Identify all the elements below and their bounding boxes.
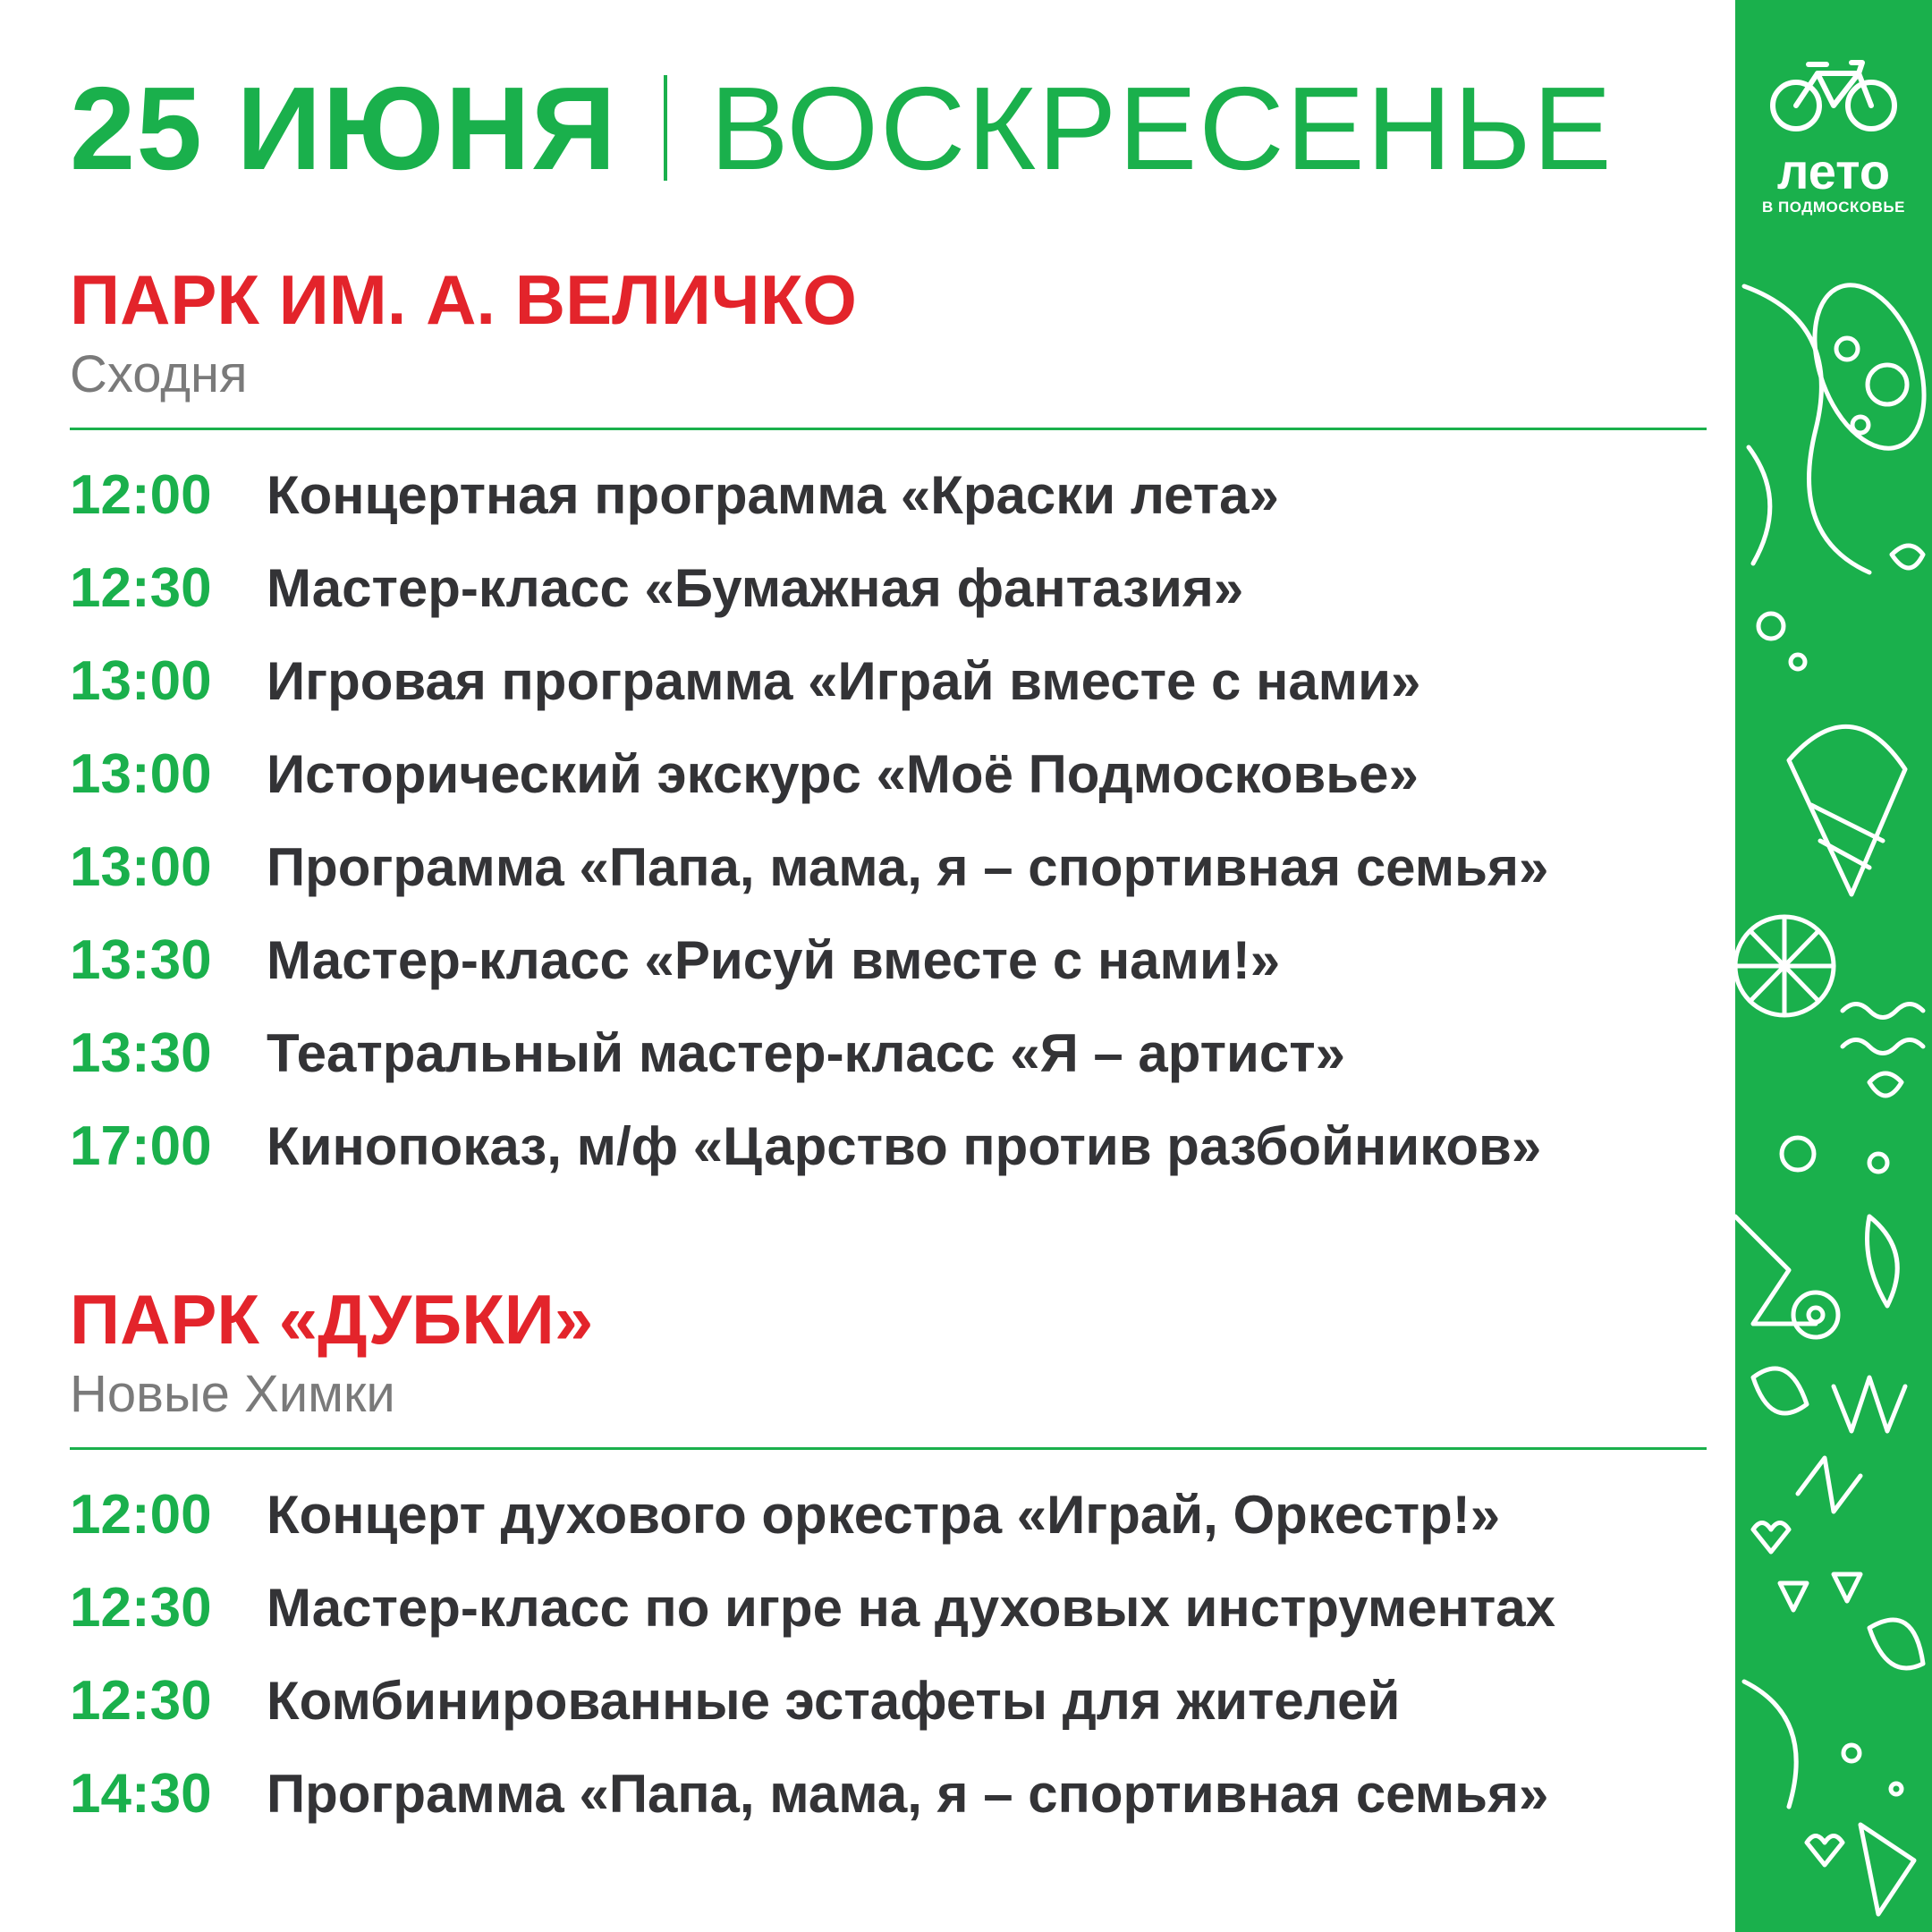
header-date: 25 ИЮНЯ: [70, 62, 617, 194]
event-row: [70, 1006, 1707, 1099]
park-section-velichko: [70, 259, 1707, 1192]
event-title: Мастер-класс «Рисуй вместе с нами!»: [267, 929, 1281, 990]
event-time: 12:30: [70, 556, 212, 619]
event-row: [70, 1747, 1707, 1840]
brand-logo: [1735, 54, 1932, 217]
section-divider: [70, 1447, 1707, 1450]
event-row: [70, 820, 1707, 913]
event-title: Мастер-класс по игре на духовых инструментах: [267, 1577, 1555, 1638]
header-weekday: ВОСКРЕСЕНЬЕ: [709, 62, 1614, 194]
event-row: [70, 1561, 1707, 1654]
event-row: [70, 1099, 1707, 1192]
event-time: 13:30: [70, 1021, 212, 1084]
park-district: Сходня: [70, 345, 248, 403]
logo-word: лето: [1776, 143, 1891, 199]
event-title: Концерт духового оркестра «Играй, Оркестр!»: [267, 1484, 1501, 1545]
event-time: 13:00: [70, 649, 212, 712]
event-title: Исторический экскурс «Моё Подмосковье»: [267, 743, 1419, 804]
park-section-dubki: [70, 1279, 1707, 1840]
event-time: 12:30: [70, 1576, 212, 1639]
event-list: [70, 1468, 1707, 1840]
event-title: Мастер-класс «Бумажная фантазия»: [267, 557, 1244, 618]
event-time: 12:30: [70, 1669, 212, 1732]
park-district: Новые Химки: [70, 1365, 395, 1423]
event-time: 14:30: [70, 1762, 212, 1825]
event-row: [70, 727, 1707, 820]
event-row: [70, 448, 1707, 541]
event-title: Программа «Папа, мама, я – спортивная семья»: [267, 836, 1549, 897]
section-divider: [70, 428, 1707, 430]
logo-subtitle: В ПОДМОСКОВЬЕ: [1762, 199, 1905, 216]
park-title: ПАРК «ДУБКИ»: [70, 1280, 594, 1359]
event-row: [70, 541, 1707, 634]
event-title: Театральный мастер-класс «Я – артист»: [267, 1022, 1346, 1083]
page-header: [70, 62, 1614, 194]
event-list: [70, 448, 1707, 1192]
summer-doodle-pattern: [1735, 268, 1932, 1932]
event-title: Игровая программа «Играй вместе с нами»: [267, 650, 1421, 711]
event-time: 17:00: [70, 1114, 212, 1177]
event-row: [70, 1468, 1707, 1561]
event-title: Кинопоказ, м/ф «Царство против разбойников»: [267, 1115, 1542, 1176]
event-time: 12:00: [70, 1483, 212, 1546]
brand-sidebar: [1735, 0, 1932, 1932]
event-title: Программа «Папа, мама, я – спортивная семья»: [267, 1763, 1549, 1824]
event-time: 13:00: [70, 835, 212, 898]
event-row: [70, 1654, 1707, 1747]
park-title: ПАРК ИМ. А. ВЕЛИЧКО: [70, 260, 857, 339]
event-time: 12:00: [70, 463, 212, 526]
event-title: Комбинированные эстафеты для жителей: [267, 1670, 1401, 1731]
event-row: [70, 634, 1707, 727]
event-row: [70, 913, 1707, 1006]
event-time: 13:30: [70, 928, 212, 991]
header-divider: [664, 75, 667, 181]
event-title: Концертная программа «Краски лета»: [267, 464, 1279, 525]
bicycle-icon: [1762, 54, 1905, 134]
event-time: 13:00: [70, 742, 212, 805]
